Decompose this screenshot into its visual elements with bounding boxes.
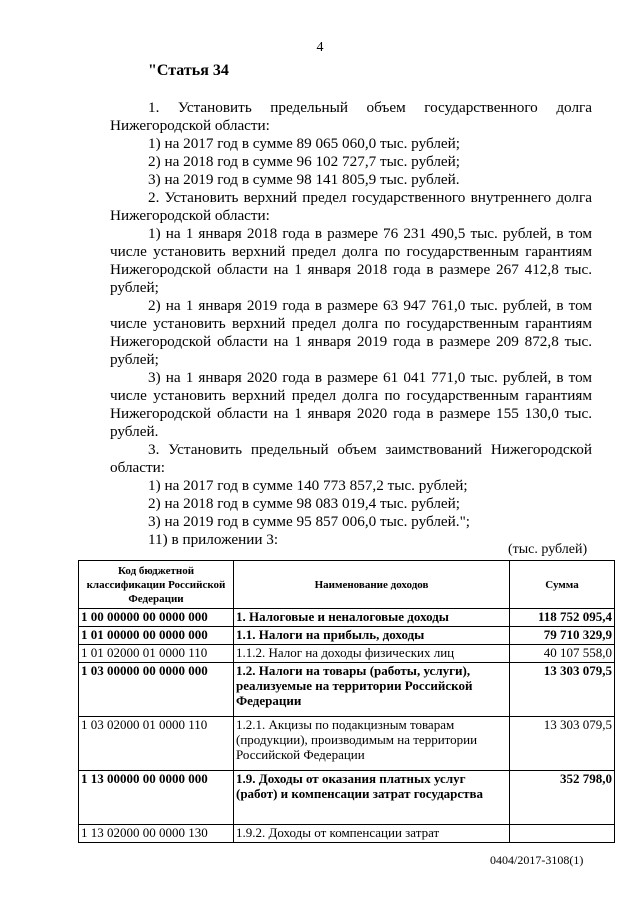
cell-code: 1 13 00000 00 0000 000 <box>79 771 234 825</box>
cell-code: 1 13 02000 00 0000 130 <box>79 825 234 843</box>
cell-sum: 40 107 558,0 <box>510 645 615 663</box>
text-line: 3) на 2019 год в сумме 98 141 805,9 тыс. рублей. <box>148 171 460 188</box>
revenue-table <box>78 560 615 843</box>
header-name: Наименование доходов <box>234 561 510 609</box>
text-line: Нижегородской области: <box>110 207 270 224</box>
text-line: 2. Установить верхний предел государственного внутреннего долга <box>148 189 592 206</box>
cell-sum: 79 710 329,9 <box>510 627 615 645</box>
text-line: 3) на 2019 год в сумме 95 857 006,0 тыс. рублей."; <box>148 513 470 530</box>
cell-sum: 13 303 079,5 <box>510 717 615 771</box>
cell-name: 1. Налоговые и неналоговые доходы <box>234 609 510 627</box>
table-row <box>79 627 615 645</box>
text-line: 2) на 1 января 2019 года в размере 63 947 761,0 тыс. рублей, в том <box>148 297 592 314</box>
cell-name: 1.9. Доходы от оказания платных услуг (работ) и компенсации затрат государства <box>234 771 510 825</box>
text-line: Нижегородской области: <box>110 117 270 134</box>
text-line: 1) на 2017 год в сумме 140 773 857,2 тыс. рублей; <box>148 477 468 494</box>
cell-code: 1 03 02000 01 0000 110 <box>79 717 234 771</box>
cell-sum: 352 798,0 <box>510 771 615 825</box>
cell-name: 1.2.1. Акцизы по подакцизным товарам (продукции), производимым на территории Российской Федерации <box>234 717 510 771</box>
cell-code: 1 00 00000 00 0000 000 <box>79 609 234 627</box>
cell-name: 1.1.2. Налог на доходы физических лиц <box>234 645 510 663</box>
article-title: "Статья 34 <box>148 62 229 79</box>
text-line: области: <box>110 459 165 476</box>
cell-code: 1 03 00000 00 0000 000 <box>79 663 234 717</box>
table-row <box>79 645 615 663</box>
cell-code: 1 01 00000 00 0000 000 <box>79 627 234 645</box>
table-row <box>79 825 615 843</box>
text-line: 3) на 1 января 2020 года в размере 61 041 771,0 тыс. рублей, в том <box>148 369 592 386</box>
cell-sum: 13 303 079,5 <box>510 663 615 717</box>
cell-name: 1.1. Налоги на прибыль, доходы <box>234 627 510 645</box>
text-line: 1) на 1 января 2018 года в размере 76 231 490,5 тыс. рублей, в том <box>148 225 592 242</box>
page-number: 4 <box>316 40 324 55</box>
text-line: 1) на 2017 год в сумме 89 065 060,0 тыс. рублей; <box>148 135 460 152</box>
text-line: 3. Установить предельный объем заимствований Нижегородской <box>148 441 592 458</box>
cell-sum: 118 752 095,4 <box>510 609 615 627</box>
text-line: 1. Установить предельный объем государственного долга <box>148 99 592 116</box>
text-line: 11) в приложении 3: <box>148 531 279 548</box>
table-row <box>79 663 615 717</box>
text-line: рублей; <box>110 351 159 368</box>
text-line: числе установить верхний предел долга по государственным гарантиям <box>110 315 592 332</box>
text-line: числе установить верхний предел долга по государственным гарантиям <box>110 387 592 404</box>
cell-name: 1.9.2. Доходы от компенсации затрат <box>234 825 510 843</box>
text-line: рублей; <box>110 279 159 296</box>
header-code: Код бюджетной классификации Российской Федерации <box>79 561 234 609</box>
text-line: 2) на 2018 год в сумме 96 102 727,7 тыс. рублей; <box>148 153 460 170</box>
text-line: рублей. <box>110 423 159 440</box>
text-line: 2) на 2018 год в сумме 98 083 019,4 тыс. рублей; <box>148 495 460 512</box>
table-row <box>79 609 615 627</box>
text-line: Нижегородской области на 1 января 2018 года в размере 267 412,8 тыс. <box>110 261 592 278</box>
text-line: числе установить верхний предел долга по государственным гарантиям <box>110 243 592 260</box>
cell-name: 1.2. Налоги на товары (работы, услуги), реализуемые на территории Российской Федерации <box>234 663 510 717</box>
cell-code: 1 01 02000 01 0000 110 <box>79 645 234 663</box>
text-line: Нижегородской области на 1 января 2020 года в размере 155 130,0 тыс. <box>110 405 592 422</box>
table-row <box>79 717 615 771</box>
header-sum: Сумма <box>510 561 615 609</box>
footer-doc-code: 0404/2017-3108(1) <box>490 853 584 867</box>
table-header-row <box>79 561 615 609</box>
cell-sum <box>510 825 615 843</box>
text-line: Нижегородской области на 1 января 2019 года в размере 209 872,8 тыс. <box>110 333 592 350</box>
table-row <box>79 771 615 825</box>
units-note: (тыс. рублей) <box>508 542 588 557</box>
